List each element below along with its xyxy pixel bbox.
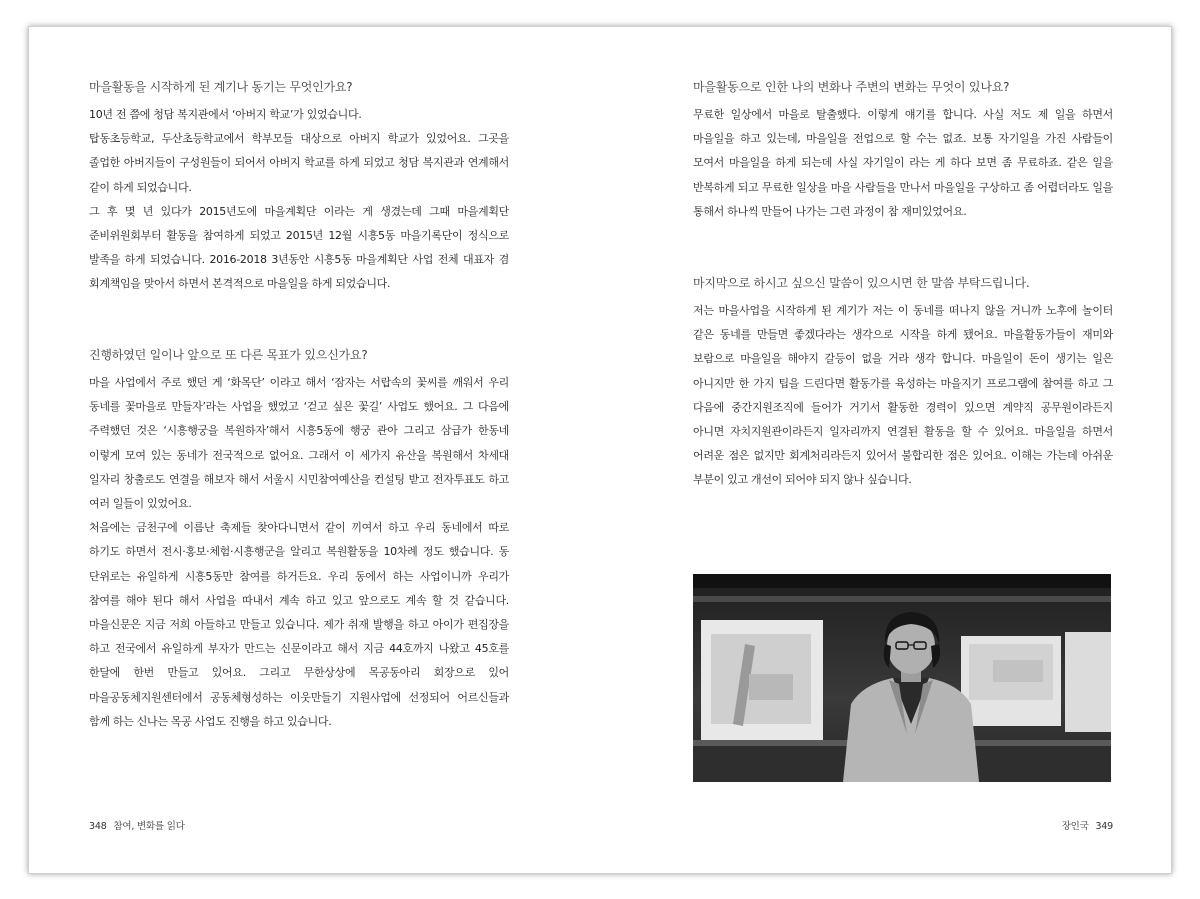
paragraph: 탑동초등학교, 두산초등학교에서 학부모들 대상으로 아버지 학교가 있었어요. 그곳을 졸업한 아버지들이 구성원들이 되어서 아버지 학교를 하게 되었고 청담 복지관과 연계해서 같이 하게 되었습니다. [89,132,509,194]
section-heading: 진행하였던 일이나 앞으로 또 다른 목표가 있으신가요? [89,348,368,362]
right-section-closing [693,275,1113,493]
book-spread [28,26,1172,874]
page-number: 349 [1095,821,1113,832]
section-heading: 마을활동으로 인한 나의 변화나 주변의 변화는 무엇이 있나요? [693,80,1010,94]
section-heading: 마을활동을 시작하게 된 계기나 동기는 무엇인가요? [89,80,353,94]
running-title: 장인국 [1061,821,1089,832]
paragraph: 그 후 몇 년 있다가 2015년도에 마을계획단 이라는 게 생겼는데 그때 마을계획단 준비위원회부터 활동을 참여하게 되었고 2015년 12월 시흥5동 마을기록단이 정식으로 발족을 하게 되었습니다. 2016-2018 3년동안 시흥5동 마을계획단 사업 전체 대표자 겸 회계책임을 맞아서 하면서 본격적으로 마을일을 하게 되었습니다. [89,204,509,291]
portrait-photo [693,574,1111,782]
page-number: 348 [89,821,107,832]
paragraph: 무료한 일상에서 마을로 탈출했다. 이렇게 얘기를 합니다. 사실 저도 제 일을 하면서 마을일을 하고 있는데, 마을일을 전업으로 할 수는 없죠. 보통 자기일을 가진 사람들이 모여서 마을일을 하게 되는데 사실 자기일이 라는 게 하다 보면 좀 무료하죠. 같은 일을 반복하게 되고 무료한 일상을 마을 사람들을 만나서 마을일을 구상하고 좀 어렵더라도 일을 통해서 하나씩 만들어 나가는 그런 과정이 참 재미있었어요. [693,108,1113,218]
left-page [29,27,600,873]
section-heading: 마지막으로 하시고 싶으신 말씀이 있으시면 한 말씀 부탁드립니다. [693,276,1030,290]
right-page [600,27,1171,873]
paragraph: 저는 마을사업을 시작하게 된 계기가 저는 이 동네를 떠나지 않을 거니까 노후에 놀이터 같은 동네를 만들면 좋겠다라는 생각으로 시작을 하게 됐어요. 마을활동가들이 재미와 보람으로 마을일을 해야지 갈등이 없을 거라 생각 합니다. 마을일이 돈이 생기는 일은 아니지만 한 가지 팁을 드린다면 활동가를 육성하는 마을지기 프로그램에 참여를 하고 그 다음에 중간지원조직에 들어가 거기서 활동한 경력이 있으면 계약직 공무원이라든지 아니면 자치지원관이라든지 일자리까지 연결된 활동을 할 수 있어요. 마을일을 하면서 어려운 점은 없지만 회계처리라든지 있어서 불합리한 점은 있어요. 이해는 가는데 아쉬운 부분이 있고 개선이 되어야 되지 않나 싶습니다. [693,304,1113,487]
left-section-motivation [89,79,509,297]
paragraph: 10년 전 쯤에 청담 복지관에서 ‘아버지 학교’가 있었습니다. [89,108,362,121]
folio-left [89,818,185,832]
left-section-goals [89,347,509,734]
right-section-changes [693,79,1113,224]
paragraph: 처음에는 금천구에 이름난 축제들 찾아다니면서 같이 끼여서 하고 우리 동네에서 따로 하기도 하면서 전시·홍보·체험·시흥행군을 알리고 복원활동을 10차례 정도 했습니다. 동 단위로는 유일하게 시흥5동만 참여를 하거든요. 우리 동에서 하는 사업이니까 우리가 참여를 해야 된다 해서 사업을 따내서 계속 하고 있고 앞으로도 계속 할 것 같습니다. 마을신문은 지금 저희 아들하고 만들고 있습니다. 제가 취재 발행을 하고 아이가 편집장을 하고 전국에서 유일하게 부자가 만드는 신문이라고 해서 지금 44호까지 나왔고 45호를 한달에 한번 만들고 있어요. 그리고 무한상상에 목공동아리 회장으로 있어 마을공동체지원센터에서 공동체형성하는 이웃만들기 지원사업에 선정되어 어르신들과 함께 하는 신나는 목공 사업도 진행을 하고 있습니다. [89,521,509,728]
running-title: 참여, 변화를 읽다 [113,821,185,832]
paragraph: 마을 사업에서 주로 했던 게 ‘화목단’ 이라고 해서 ‘잠자는 서랍속의 꽃씨를 깨워서 우리 동네를 꽃마을로 만들자’라는 사업을 했었고 ‘걷고 싶은 꽃길’ 사업도 했어요. 그 다음에 주력했던 것은 ‘시흥행궁을 복원하자’해서 시흥5동에 행궁 관아 그리고 삼급가 한동네 이렇게 모여 있는 동네가 전국적으로 없어요. 그래서 이 세가지 유산을 복원해서 차세대 일자리 창출로도 연결을 해보자 해서 서울시 시민참여예산을 컨설팅 받고 전자투표도 하고 여러 일들이 있었어요. [89,376,509,511]
folio-right [1062,818,1113,832]
